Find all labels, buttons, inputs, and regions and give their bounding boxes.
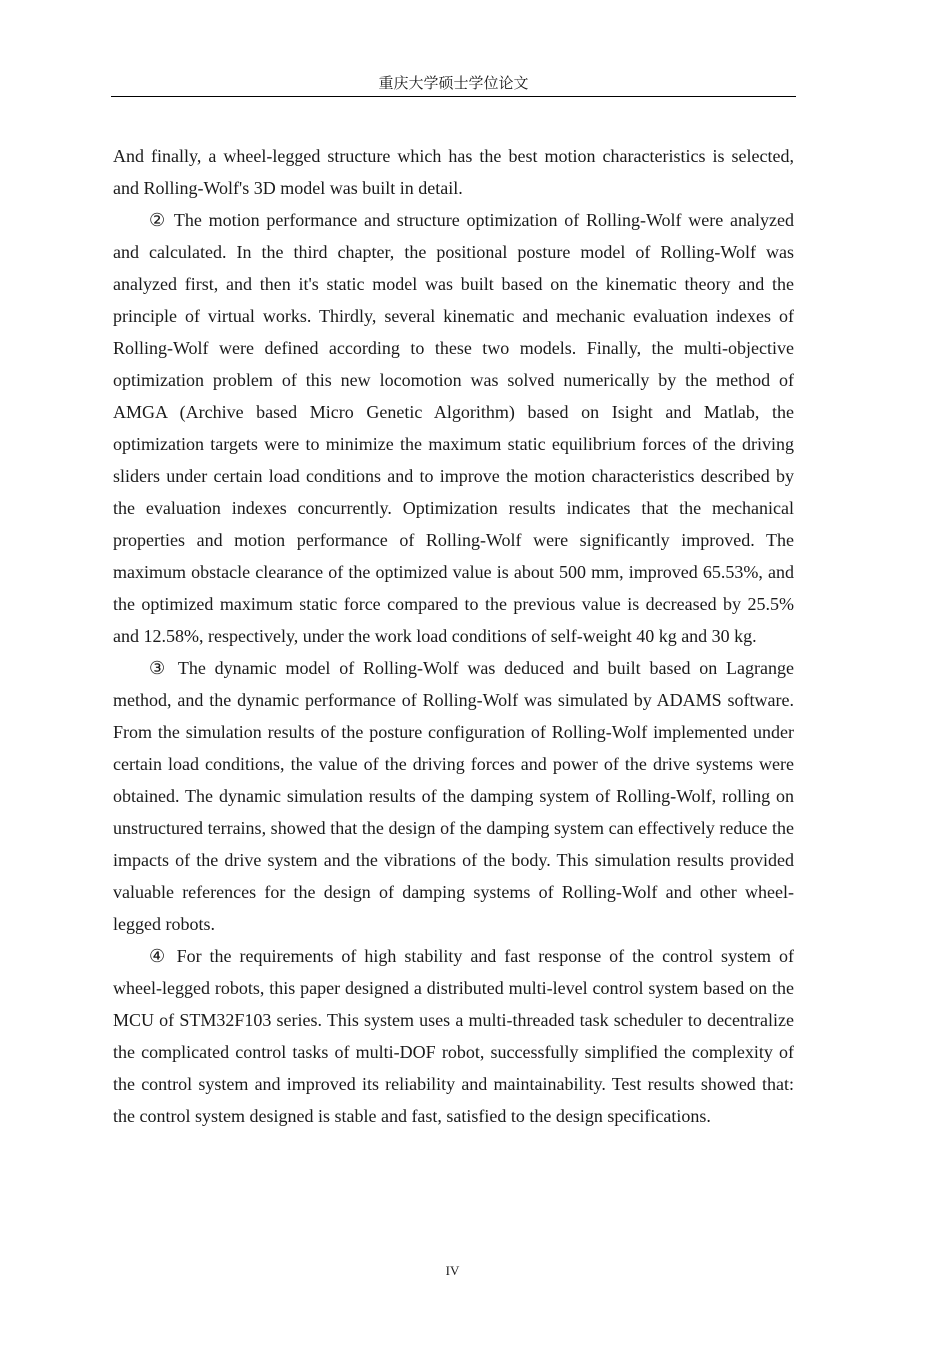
- paragraph-item-3: ③ The dynamic model of Rolling-Wolf was deduced and built based on Lagrange method, and the dynamic performance of Rolling-Wolf was simulated by ADAMS software. From the simulation results of the posture configuration of Rolling-Wolf implemented under certain load conditions, the value of the driving forces and power of the drive systems were obtained. The dynamic simulation results of the damping system of Rolling-Wolf, rolling on unstructured terrains, showed that the design of the damping system can effectively reduce the impacts of the drive system and the vibrations of the body. This simulation results provided valuable references for the design of damping systems of Rolling-Wolf and other wheel-legged robots.: [113, 658, 794, 934]
- page-header: 重庆大学硕士学位论文: [378, 74, 529, 92]
- paragraph-item-2: ② The motion performance and structure optimization of Rolling-Wolf were analyzed and calculated. In the third chapter, the positional posture model of Rolling-Wolf was analyzed first, and then it's static model was built based on the kinematic theory and the principle of virtual works. Thirdly, several kinematic and mechanic evaluation indexes of Rolling-Wolf were defined according to these two models. Finally, the multi-objective optimization problem of this new locomotion was solved numerically by the method of AMGA (Archive based Micro Genetic Algorithm) based on Isight and Matlab, the optimization targets were to minimize the maximum static equilibrium forces of the driving sliders under certain load conditions and to improve the motion characteristics described by the evaluation indexes concurrently. Optimization results indicates that the mechanical properties and motion performance of Rolling-Wolf were significantly improved. The maximum obstacle clearance of the optimized value is about 500 mm, improved 65.53%, and the optimized maximum static force compared to the previous value is decreased by 25.5% and 12.58%, respectively, under the work load conditions of self-weight 40 kg and 30 kg.: [113, 210, 794, 646]
- paragraph-item-4: ④ For the requirements of high stability and fast response of the control system of wheel-legged robots, this paper designed a distributed multi-level control system based on the MCU of STM32F103 series. This system uses a multi-threaded task scheduler to decentralize the complicated control tasks of multi-DOF robot, successfully simplified the complexity of the control system and improved its reliability and maintainability. Test results showed that: the control system designed is stable and fast, satisfied to the design specifications.: [113, 946, 794, 1126]
- header-rule: [111, 96, 796, 97]
- page-number: IV: [445, 1263, 460, 1278]
- body-text: [113, 140, 794, 1132]
- paragraph-continuation: And finally, a wheel-legged structure which has the best motion characteristics is selected, and Rolling-Wolf's 3D model was built in detail.: [113, 146, 794, 198]
